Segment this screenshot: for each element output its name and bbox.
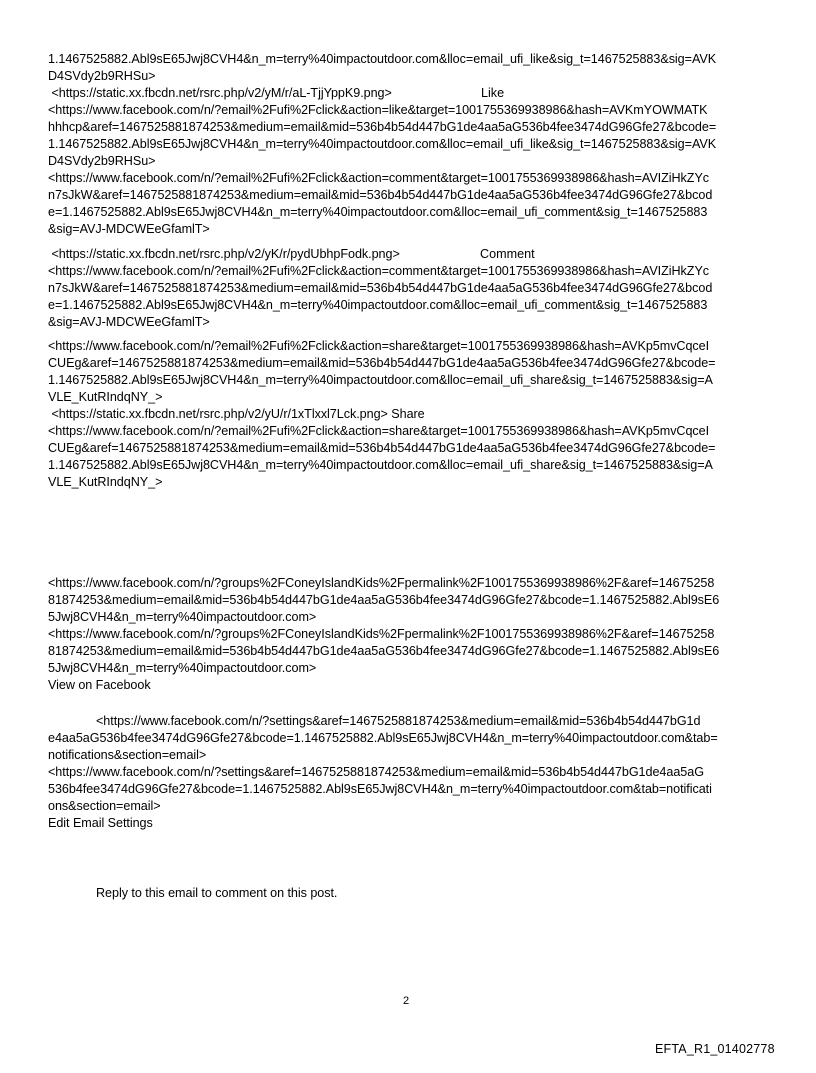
like-link-line: 1.1467525882.Abl9sE65Jwj8CVH4&n_m=terry%40impactoutdoor.com&lloc=email_ufi_like&sig_t=1467525883&sig=AVK — [48, 52, 717, 66]
share-icon-line[interactable]: <https://static.xx.fbcdn.net/rsrc.php/v2/yU/r/1xTlxxl7Lck.png> Share — [48, 407, 425, 421]
like-link-line: 1.1467525882.Abl9sE65Jwj8CVH4&n_m=terry%40impactoutdoor.com&lloc=email_ufi_like&sig_t=1467525883&sig=AVK — [48, 137, 717, 151]
like-link-line: hhhcp&aref=1467525881874253&medium=email&mid=536b4b54d447bG1de4aa5aG536b4fee3474dG96Gfe27&bcode= — [48, 120, 717, 134]
share-link-line: VLE_KutRIndqNY_> — [48, 475, 163, 489]
comment-icon-url: <https://static.xx.fbcdn.net/rsrc.php/v2/yK/r/pydUbhpFodk.png> — [48, 247, 400, 261]
comment-link-line: n7sJkW&aref=1467525881874253&medium=email&mid=536b4b54d447bG1de4aa5aG536b4fee3474dG96Gfe27&bcod — [48, 281, 713, 295]
view-link-line: <https://www.facebook.com/n/?groups%2FConeyIslandKids%2Fpermalink%2F1001755369938986%2F&aref=14675258 — [48, 576, 715, 590]
share-link-line: CUEg&aref=1467525881874253&medium=email&mid=536b4b54d447bG1de4aa5aG536b4fee3474dG96Gfe27&bcode= — [48, 356, 716, 370]
settings-link-line: e4aa5aG536b4fee3474dG96Gfe27&bcode=1.1467525882.Abl9sE65Jwj8CVH4&n_m=terry%40impactoutdoor.com&tab= — [48, 731, 718, 745]
page-number: 2 — [403, 995, 410, 1007]
settings-link-line: <https://www.facebook.com/n/?settings&aref=1467525881874253&medium=email&mid=536b4b54d447bG1d — [96, 714, 701, 728]
like-link-line: D4SVdy2b9RHSu> — [48, 69, 156, 83]
settings-link-line: <https://www.facebook.com/n/?settings&aref=1467525881874253&medium=email&mid=536b4b54d447bG1de4aa5aG — [48, 765, 704, 779]
view-link-line: <https://www.facebook.com/n/?groups%2FConeyIslandKids%2Fpermalink%2F1001755369938986%2F&aref=14675258 — [48, 627, 715, 641]
reply-note: Reply to this email to comment on this post. — [96, 886, 338, 900]
like-icon-url: <https://static.xx.fbcdn.net/rsrc.php/v2/yM/r/aL-TjjYppK9.png> — [48, 86, 392, 100]
view-link-line: 5Jwj8CVH4&n_m=terry%40impactoutdoor.com> — [48, 610, 317, 624]
share-link-line: 1.1467525882.Abl9sE65Jwj8CVH4&n_m=terry%40impactoutdoor.com&lloc=email_ufi_share&sig_t=1467525883&sig=A — [48, 373, 713, 387]
settings-link-line: notifications&section=email> — [48, 748, 207, 762]
share-link-line: 1.1467525882.Abl9sE65Jwj8CVH4&n_m=terry%40impactoutdoor.com&lloc=email_ufi_share&sig_t=1467525883&sig=A — [48, 458, 713, 472]
comment-link-line: &sig=AVJ-MDCWEeGfamlT> — [48, 222, 210, 236]
like-link-line: D4SVdy2b9RHSu> — [48, 154, 156, 168]
bates-stamp: EFTA_R1_01402778 — [655, 1042, 775, 1056]
share-link-line: VLE_KutRIndqNY_> — [48, 390, 163, 404]
share-link-line: <https://www.facebook.com/n/?email%2Fufi%2Fclick&action=share&target=1001755369938986&hash=AVKp5mvCqceI — [48, 339, 710, 353]
settings-link-line: ons&section=email> — [48, 799, 161, 813]
comment-link-line: e=1.1467525882.Abl9sE65Jwj8CVH4&n_m=terry%40impactoutdoor.com&lloc=email_ufi_comment&sig_t=1467525883 — [48, 298, 708, 312]
comment-label[interactable]: Comment — [480, 247, 535, 261]
view-link-line: 81874253&medium=email&mid=536b4b54d447bG1de4aa5aG536b4fee3474dG96Gfe27&bcode=1.1467525882.Abl9sE6 — [48, 644, 720, 658]
comment-link-line: n7sJkW&aref=1467525881874253&medium=email&mid=536b4b54d447bG1de4aa5aG536b4fee3474dG96Gfe27&bcod — [48, 188, 713, 202]
comment-link-line: <https://www.facebook.com/n/?email%2Fufi%2Fclick&action=comment&target=1001755369938986&hash=AVIZiHkZYc — [48, 171, 710, 185]
settings-link-line: 536b4fee3474dG96Gfe27&bcode=1.1467525882.Abl9sE65Jwj8CVH4&n_m=terry%40impactoutdoor.com&tab=notificati — [48, 782, 712, 796]
comment-link-line: &sig=AVJ-MDCWEeGfamlT> — [48, 315, 210, 329]
view-link-line: 81874253&medium=email&mid=536b4b54d447bG1de4aa5aG536b4fee3474dG96Gfe27&bcode=1.1467525882.Abl9sE6 — [48, 593, 720, 607]
share-link-line: CUEg&aref=1467525881874253&medium=email&mid=536b4b54d447bG1de4aa5aG536b4fee3474dG96Gfe27&bcode= — [48, 441, 716, 455]
like-label[interactable]: Like — [481, 86, 505, 100]
like-link-line: <https://www.facebook.com/n/?email%2Fufi%2Fclick&action=like&target=1001755369938986&hash=AVKmYOWMATK — [48, 103, 708, 117]
comment-link-line: e=1.1467525882.Abl9sE65Jwj8CVH4&n_m=terry%40impactoutdoor.com&lloc=email_ufi_comment&sig_t=1467525883 — [48, 205, 708, 219]
edit-email-settings-link[interactable]: Edit Email Settings — [48, 816, 153, 830]
view-on-facebook-link[interactable]: View on Facebook — [48, 678, 151, 692]
comment-link-line: <https://www.facebook.com/n/?email%2Fufi%2Fclick&action=comment&target=1001755369938986&hash=AVIZiHkZYc — [48, 264, 710, 278]
share-link-line: <https://www.facebook.com/n/?email%2Fufi%2Fclick&action=share&target=1001755369938986&hash=AVKp5mvCqceI — [48, 424, 710, 438]
view-link-line: 5Jwj8CVH4&n_m=terry%40impactoutdoor.com> — [48, 661, 317, 675]
